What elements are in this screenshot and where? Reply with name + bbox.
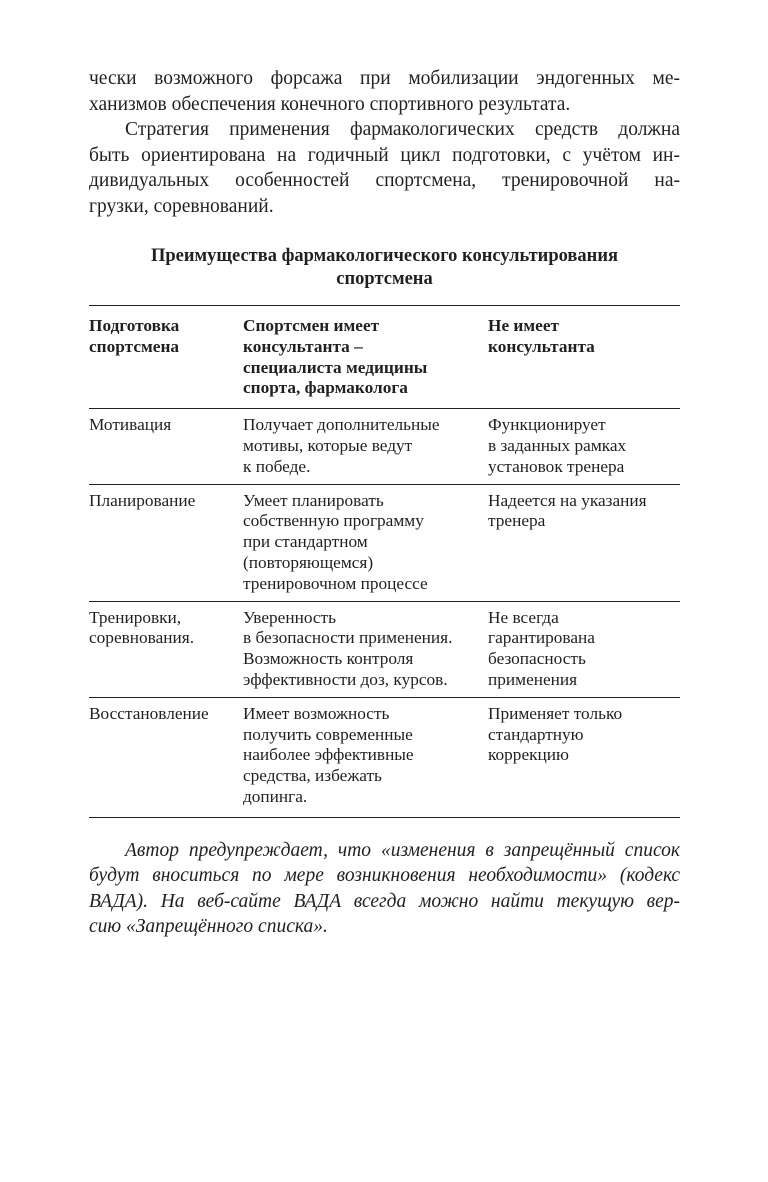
cell-text: получить современные (243, 724, 413, 744)
author-note (89, 838, 680, 940)
cell-text: к победе. (243, 456, 311, 476)
cell-text: Имеет возможность (243, 703, 390, 723)
row-label (89, 409, 243, 484)
cell-text: Не всегда (488, 607, 559, 627)
header-text: специалиста медицины (243, 357, 428, 377)
table-caption (89, 245, 680, 291)
cell-text: Функционирует (488, 415, 606, 435)
document-page (89, 66, 680, 940)
cell-text: тренировочном процессе (243, 573, 428, 593)
cell-text: Мотивация (89, 415, 172, 435)
text-line: дивидуальных особенностей спортсмена, тренировочной на- (89, 170, 680, 191)
header-with-consultant (243, 306, 488, 409)
cell-text: Уверенность (243, 607, 336, 627)
cell-text: Умеет планировать (243, 490, 384, 510)
intro-paragraph-1 (89, 66, 680, 117)
cell-with-consultant (243, 484, 488, 601)
cell-text: стандартную (488, 724, 584, 744)
text-line: сию «Запрещённого списка». (89, 916, 328, 938)
text-line: Стратегия применения фармакологических средств должна (125, 119, 680, 140)
cell-text: Восстановление (89, 703, 209, 723)
cell-text: коррекцию (488, 745, 569, 765)
header-text: Не имеет (488, 316, 559, 335)
text-line: ханизмов обеспечения конечного спортивного результата. (89, 93, 571, 115)
cell-text: мотивы, которые ведут (243, 435, 413, 455)
cell-text: соревнования. (89, 628, 195, 648)
row-label (89, 601, 243, 697)
cell-with-consultant (243, 409, 488, 484)
cell-text: при стандартном (243, 532, 368, 552)
cell-text: Планирование (89, 490, 196, 510)
text-line: грузки, соревнований. (89, 195, 274, 217)
header-text: консультанта – (243, 336, 363, 356)
caption-line: спортсмена (336, 269, 433, 289)
cell-text: Возможность контроля (243, 649, 414, 669)
cell-text: собственную программу (243, 511, 424, 531)
cell-without-consultant (488, 484, 680, 601)
text-line: быть ориентирована на годичный цикл подготовки, с учётом ин- (89, 144, 680, 166)
cell-text: тренера (488, 511, 546, 531)
cell-text: средства, избежать (243, 766, 382, 786)
cell-without-consultant (488, 601, 680, 697)
header-without-consultant (488, 306, 680, 409)
cell-text: Тренировки, (89, 607, 182, 627)
header-preparation (89, 306, 243, 409)
row-label (89, 484, 243, 601)
cell-text: наиболее эффективные (243, 745, 414, 765)
row-label (89, 697, 243, 817)
cell-text: Надеется на указания (488, 490, 647, 510)
cell-without-consultant (488, 697, 680, 817)
cell-text: допинга. (243, 786, 308, 806)
cell-with-consultant (243, 697, 488, 817)
cell-text: гарантирована (488, 628, 595, 648)
table-header-row (89, 306, 680, 409)
header-text: спортсмена (89, 336, 180, 356)
header-text: Подготовка (89, 316, 180, 335)
header-text: спорта, фармаколога (243, 378, 408, 398)
table-row (89, 697, 680, 817)
text-line: ВАДА). На веб-сайте ВАДА всегда можно найти текущую вер- (89, 890, 680, 912)
table-row (89, 484, 680, 601)
intro-paragraph-2 (89, 117, 680, 219)
cell-with-consultant (243, 601, 488, 697)
comparison-table (89, 305, 680, 818)
header-text: консультанта (488, 336, 595, 356)
cell-text: безопасность (488, 649, 586, 669)
caption-line: Преимущества фармакологического консультирования (150, 246, 618, 266)
text-line: Автор предупреждает, что «изменения в запрещённый список (125, 839, 680, 861)
text-line: будут вноситься по мере возникновения необходимости» (кодекс (89, 865, 680, 887)
cell-text: эффективности доз, курсов. (243, 669, 448, 689)
header-text: Спортсмен имеет (243, 316, 380, 335)
cell-text: в заданных рамках (488, 435, 627, 455)
table-row (89, 409, 680, 484)
cell-text: в безопасности применения. (243, 628, 453, 648)
text-line: чески возможного форсажа при мобилизации эндогенных ме- (89, 68, 680, 89)
cell-text: Применяет только (488, 703, 623, 723)
cell-without-consultant (488, 409, 680, 484)
cell-text: установок тренера (488, 456, 625, 476)
table-row (89, 601, 680, 697)
cell-text: Получает дополнительные (243, 415, 440, 435)
cell-text: (повторяющемся) (243, 552, 374, 572)
cell-text: применения (488, 669, 578, 689)
